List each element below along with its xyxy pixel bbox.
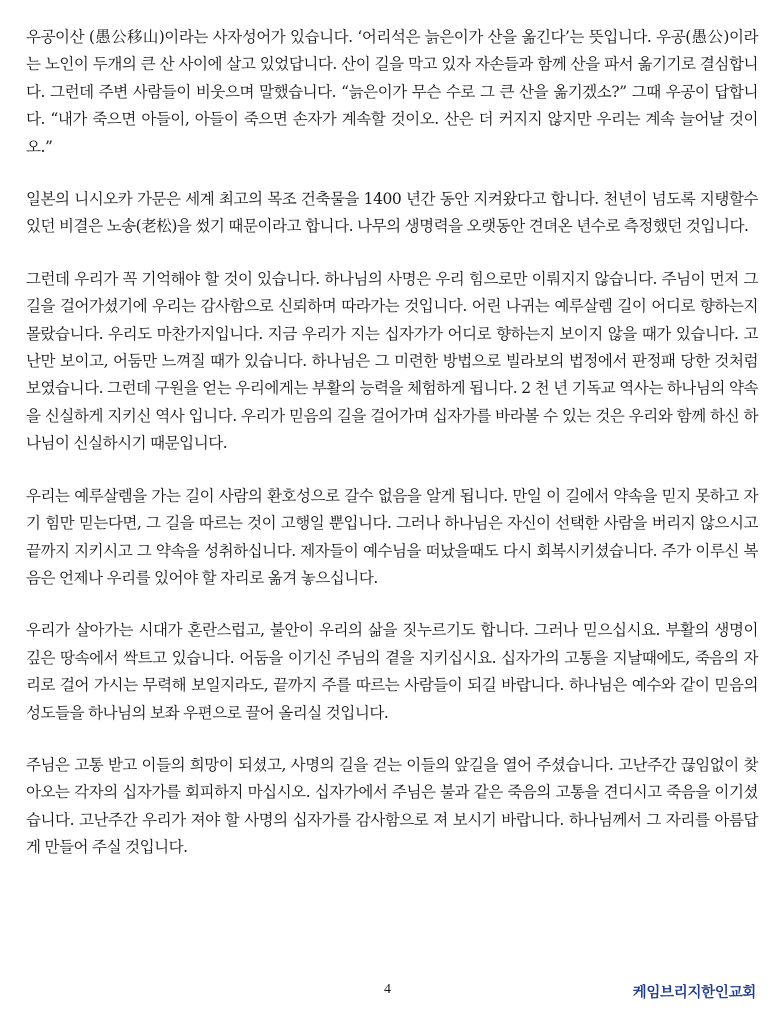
paragraph-3: 그런데 우리가 꼭 기억해야 할 것이 있습니다. 하나님의 사명은 우리 힘으로만 이뤄지지 않습니다. 주님이 먼저 그 길을 걸어가셨기에 우리는 감사함으로 신뢰하며 따라가는 것입니다. 어린 나귀는 예루살렘 길이 어디로 향하는지 몰랐습니다. 우리도 마찬가지입니다. 지금 우리가 지는 십자가가 어디로 향하는지 보이지 않을 때가 있습니다. 고난만 보이고, 어둠만 느껴질 때가 있습니다. 하나님은 그 미련한 방법으로 빌라보의 법정에서 판정패 당한 것처럼 보였습니다. 그런데 구원을 얻는 우리에게는 부활의 능력을 체험하게 됩니다. 2 천 년 기독교 역사는 하나님의 약속을 신실하게 지키신 역사 입니다. 우리가 믿음의 길을 걸어가며 십자가를 바라볼 수 있는 것은 우리와 함께 하신 하나님이 신실하시기 때문입니다. [26, 269, 758, 453]
paragraph-6: 주님은 고통 받고 이들의 희망이 되셨고, 사명의 길을 걷는 이들의 앞길을 열어 주셨습니다. 고난주간 끊임없이 찾아오는 각자의 십자가를 회피하지 마십시오. 십자가에서 주님은 불과 같은 죽음의 고통을 견디시고 죽음을 이기셨습니다. 고난주간 우리가 져야 할 사명의 십자가를 감사함으로 져 보시기 바랍니다. 하나님께서 그 자리를 아름답게 만들어 주실 것입니다. [26, 755, 758, 857]
paragraph-4: 우리는 예루살렘을 가는 길이 사람의 환호성으로 갈수 없음을 알게 됩니다. 만일 이 길에서 약속을 믿지 못하고 자기 힘만 믿는다면, 그 길을 따르는 것이 고행일 뿐입니다. 그러나 하나님은 자신이 선택한 사람을 버리지 않으시고 끝까지 지키시고 그 약속을 성취하십니다. 제자들이 예수님을 떠났을때도 다시 회복시키셨습니다. 주가 이루신 복음은 언제나 우리를 있어야 할 자리로 옮겨 놓으십니다. [26, 486, 758, 587]
document-body [26, 24, 758, 887]
paragraph-2: 일본의 니시오카 가문은 세계 최고의 목조 건축물을 1400 년간 동안 지켜왔다고 합니다. 천년이 넘도록 지탱할수 있던 비결은 노송(老松)을 썼기 때문이라고 합니다. 나무의 생명력을 오랫동안 견뎌온 년수로 측정했던 것입니다. [26, 190, 758, 236]
paragraph-5: 우리가 살아가는 시대가 혼란스럽고, 불안이 우리의 삶을 짓누르기도 합니다. 그러나 믿으십시요. 부활의 생명이 깊은 땅속에서 싹트고 있습니다. 어둠을 이기신 주님의 곁을 지키십시요. 십자가의 고통을 지날때에도, 죽음의 자리로 걸어 가시는 무력해 보일지라도, 끝까지 주를 따르는 사람들이 되길 바랍니다. 하나님은 예수와 같이 믿음의 성도들을 하나님의 보좌 우편으로 끌어 올리실 것입니다. [26, 621, 758, 722]
church-name: 케임브리지한인교회 [632, 985, 756, 1001]
page-number: 4 [384, 982, 391, 997]
paragraph-1: 우공이산 (愚公移山)이라는 사자성어가 있습니다. ‘어리석은 늙은이가 산을 옮긴다’는 뜻입니다. 우공(愚公)이라는 노인이 두개의 큰 산 사이에 살고 있었답니다. 산이 길을 막고 있자 자손들과 함께 산을 파서 옮기기로 결심합니다. 그런데 주변 사람들이 비웃으며 말했습니다. “늙은이가 무슨 수로 그 큰 산을 옮기겠소?” 그때 우공이 답합니다. “내가 죽으면 아들이, 아들이 죽으면 손자가 계속할 것이오. 산은 더 커지지 않지만 우리는 계속 늘어날 것이오.” [26, 28, 758, 156]
